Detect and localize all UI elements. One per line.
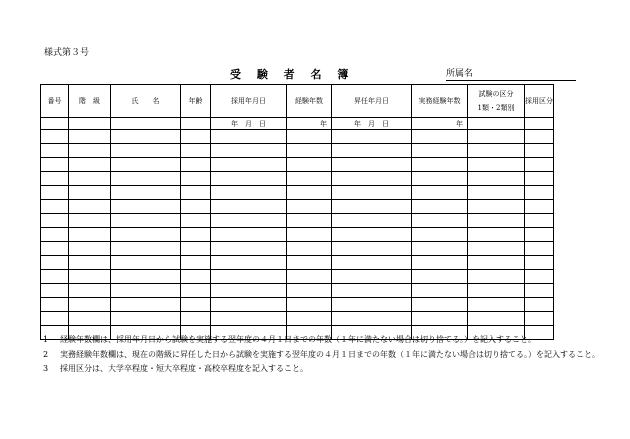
- table-cell[interactable]: [412, 172, 468, 186]
- table-cell[interactable]: [181, 158, 211, 172]
- table-cell[interactable]: [211, 312, 287, 326]
- table-cell[interactable]: [287, 256, 332, 270]
- table-cell[interactable]: [111, 158, 181, 172]
- table-cell[interactable]: [468, 158, 525, 172]
- table-cell[interactable]: [525, 172, 554, 186]
- table-cell[interactable]: [412, 144, 468, 158]
- note-text: 経験年数欄は、採用年月日から試験を実施する翌年度の４月１日までの年数（１年に満たない場合は切り捨てる。）を記入すること。: [60, 335, 536, 344]
- table-cell[interactable]: [211, 228, 287, 242]
- table-cell[interactable]: [412, 256, 468, 270]
- table-cell[interactable]: [525, 228, 554, 242]
- table-cell[interactable]: [181, 270, 211, 284]
- table-cell[interactable]: [181, 214, 211, 228]
- table-cell[interactable]: [468, 228, 525, 242]
- note-text: 実務経験年数欄は、現在の階級に昇任した日から試験を実施する翌年度の４月１日までの年数（１年に満たない場合は切り捨てる。）を記入すること。: [60, 349, 600, 359]
- table-cell[interactable]: [468, 312, 525, 326]
- table-row: [41, 172, 554, 186]
- table-cell[interactable]: [41, 214, 69, 228]
- table-cell[interactable]: [525, 158, 554, 172]
- table-cell[interactable]: [41, 118, 69, 130]
- table-cell[interactable]: [525, 270, 554, 284]
- table-row: [41, 158, 554, 172]
- unit-experience[interactable]: 年: [287, 118, 332, 130]
- table-cell[interactable]: [181, 172, 211, 186]
- table-cell[interactable]: [111, 186, 181, 200]
- table-cell[interactable]: [69, 144, 111, 158]
- table-cell[interactable]: [332, 200, 412, 214]
- table-cell[interactable]: [412, 200, 468, 214]
- table-cell[interactable]: [332, 130, 412, 144]
- table-cell[interactable]: [69, 298, 111, 312]
- table-cell[interactable]: [41, 186, 69, 200]
- table-cell[interactable]: [287, 158, 332, 172]
- table-row: [41, 186, 554, 200]
- table-cell[interactable]: [41, 144, 69, 158]
- note-item: [40, 333, 600, 348]
- table-cell[interactable]: [69, 200, 111, 214]
- table-cell[interactable]: [287, 312, 332, 326]
- table-cell[interactable]: [468, 172, 525, 186]
- table-cell[interactable]: [41, 158, 69, 172]
- table-cell[interactable]: [412, 270, 468, 284]
- header-experience-years: 経験年数: [287, 85, 332, 118]
- header-exam-category-label: 試験の区分: [478, 90, 514, 98]
- table-cell[interactable]: [111, 144, 181, 158]
- note-number: 3: [43, 364, 49, 373]
- table-cell[interactable]: [41, 298, 69, 312]
- table-cell[interactable]: [211, 298, 287, 312]
- examinee-table: [40, 84, 554, 340]
- table-cell[interactable]: [181, 312, 211, 326]
- table-cell[interactable]: [332, 312, 412, 326]
- table-cell[interactable]: [111, 298, 181, 312]
- table-cell[interactable]: [111, 256, 181, 270]
- table-cell[interactable]: [181, 256, 211, 270]
- table-cell[interactable]: [69, 312, 111, 326]
- table-cell[interactable]: [525, 200, 554, 214]
- header-number: 番号: [41, 85, 69, 118]
- table-cell[interactable]: [211, 284, 287, 298]
- table-cell[interactable]: [181, 298, 211, 312]
- table-cell[interactable]: [525, 256, 554, 270]
- header-hire-category: 採用区分: [525, 85, 554, 118]
- table-cell[interactable]: [181, 130, 211, 144]
- table-cell[interactable]: [211, 144, 287, 158]
- table-cell[interactable]: [412, 228, 468, 242]
- table-cell[interactable]: [69, 228, 111, 242]
- table-cell[interactable]: [332, 172, 412, 186]
- table-cell[interactable]: [181, 284, 211, 298]
- table-cell[interactable]: [468, 298, 525, 312]
- table-cell[interactable]: [525, 118, 554, 130]
- table-row: [41, 144, 554, 158]
- table-cell[interactable]: [287, 200, 332, 214]
- table-cell[interactable]: [332, 284, 412, 298]
- table-cell[interactable]: [181, 186, 211, 200]
- note-text: 採用区分は、大学卒程度・短大卒程度・高校卒程度を記入すること。: [60, 364, 308, 373]
- table-cell[interactable]: [412, 284, 468, 298]
- table-cell[interactable]: [287, 242, 332, 256]
- header-hire-date: 採用年月日: [211, 85, 287, 118]
- table-cell[interactable]: [412, 242, 468, 256]
- table-cell[interactable]: [41, 130, 69, 144]
- table-cell[interactable]: [287, 228, 332, 242]
- table-cell[interactable]: [412, 158, 468, 172]
- table-cell[interactable]: [468, 118, 525, 130]
- table-cell[interactable]: [69, 242, 111, 256]
- table-cell[interactable]: [525, 242, 554, 256]
- table-cell[interactable]: [41, 172, 69, 186]
- table-cell[interactable]: [287, 186, 332, 200]
- affiliation-field[interactable]: 所属名: [446, 66, 576, 81]
- table-cell[interactable]: [69, 130, 111, 144]
- table-cell[interactable]: [468, 256, 525, 270]
- table-cell[interactable]: [69, 256, 111, 270]
- table-cell[interactable]: [468, 200, 525, 214]
- table-cell[interactable]: [181, 228, 211, 242]
- header-rank: 階 級: [69, 85, 111, 118]
- table-cell[interactable]: [468, 214, 525, 228]
- table-header-row: [41, 85, 554, 118]
- note-number: 2: [43, 349, 49, 359]
- table-cell[interactable]: [525, 298, 554, 312]
- units-row: [41, 118, 554, 130]
- table-cell[interactable]: [111, 228, 181, 242]
- table-cell[interactable]: [332, 242, 412, 256]
- note-number: 1: [43, 335, 49, 344]
- table-cell[interactable]: [111, 270, 181, 284]
- table-cell[interactable]: [111, 118, 181, 130]
- table-cell[interactable]: [412, 298, 468, 312]
- table-row: [41, 312, 554, 326]
- table-cell[interactable]: [525, 214, 554, 228]
- table-cell[interactable]: [69, 158, 111, 172]
- table-cell[interactable]: [41, 200, 69, 214]
- table-cell[interactable]: [332, 270, 412, 284]
- table-cell[interactable]: [181, 118, 211, 130]
- table-cell[interactable]: [211, 200, 287, 214]
- table-cell[interactable]: [41, 228, 69, 242]
- table-cell[interactable]: [211, 158, 287, 172]
- table-cell[interactable]: [287, 172, 332, 186]
- table-cell[interactable]: [211, 214, 287, 228]
- header-exam-category-sub: 1類・2類別: [477, 104, 515, 112]
- note-item: [40, 348, 600, 363]
- table-row: [41, 270, 554, 284]
- table-cell[interactable]: [412, 312, 468, 326]
- header-exam-category: [468, 85, 525, 118]
- table-cell[interactable]: [287, 284, 332, 298]
- table-cell[interactable]: [287, 144, 332, 158]
- table-cell[interactable]: [468, 242, 525, 256]
- table-cell[interactable]: [468, 130, 525, 144]
- table-cell[interactable]: [41, 242, 69, 256]
- table-cell[interactable]: [412, 214, 468, 228]
- table-cell[interactable]: [287, 130, 332, 144]
- form-number: 様式第３号: [44, 48, 90, 58]
- table-cell[interactable]: [412, 130, 468, 144]
- table-row: [41, 130, 554, 144]
- table-cell[interactable]: [525, 186, 554, 200]
- table-cell[interactable]: [211, 172, 287, 186]
- header-practical-years: 実務経験年数: [412, 85, 468, 118]
- table-cell[interactable]: [211, 242, 287, 256]
- header-age: 年齢: [181, 85, 211, 118]
- table-cell[interactable]: [181, 242, 211, 256]
- table-cell[interactable]: [287, 270, 332, 284]
- table-cell[interactable]: [111, 214, 181, 228]
- table-cell[interactable]: [211, 256, 287, 270]
- table-cell[interactable]: [181, 144, 211, 158]
- table-cell[interactable]: [525, 144, 554, 158]
- unit-practical[interactable]: 年: [412, 118, 468, 130]
- table-cell[interactable]: [181, 200, 211, 214]
- table-row: [41, 242, 554, 256]
- unit-hire-date[interactable]: 年 月 日: [211, 118, 287, 130]
- table-cell[interactable]: [332, 158, 412, 172]
- table-cell[interactable]: [111, 172, 181, 186]
- table-cell[interactable]: [69, 118, 111, 130]
- table-cell[interactable]: [69, 284, 111, 298]
- table-cell[interactable]: [111, 242, 181, 256]
- table-cell[interactable]: [69, 214, 111, 228]
- table-cell[interactable]: [525, 130, 554, 144]
- table-cell[interactable]: [41, 270, 69, 284]
- unit-promotion-date[interactable]: 年 月 日: [332, 118, 412, 130]
- table-cell[interactable]: [111, 200, 181, 214]
- table-cell[interactable]: [468, 270, 525, 284]
- table-cell[interactable]: [332, 214, 412, 228]
- table-cell[interactable]: [332, 256, 412, 270]
- note-item: [40, 362, 600, 377]
- table-cell[interactable]: [525, 284, 554, 298]
- table-cell[interactable]: [287, 298, 332, 312]
- table-row: [41, 284, 554, 298]
- table-cell[interactable]: [468, 144, 525, 158]
- table-cell[interactable]: [111, 130, 181, 144]
- table-cell[interactable]: [211, 130, 287, 144]
- table-cell[interactable]: [41, 256, 69, 270]
- table-cell[interactable]: [412, 186, 468, 200]
- table-cell[interactable]: [332, 186, 412, 200]
- table-cell[interactable]: [111, 284, 181, 298]
- table-cell[interactable]: [41, 312, 69, 326]
- table-cell[interactable]: [525, 312, 554, 326]
- table-cell[interactable]: [332, 298, 412, 312]
- table-cell[interactable]: [69, 186, 111, 200]
- table-cell[interactable]: [211, 270, 287, 284]
- notes: [40, 333, 600, 377]
- table-row: [41, 228, 554, 242]
- table-cell[interactable]: [111, 312, 181, 326]
- table-cell[interactable]: [468, 186, 525, 200]
- table-cell[interactable]: [332, 144, 412, 158]
- page-title: 受 験 者 名 簿: [230, 68, 355, 81]
- table-row: [41, 256, 554, 270]
- table-row: [41, 200, 554, 214]
- table-cell[interactable]: [287, 214, 332, 228]
- table-cell[interactable]: [41, 284, 69, 298]
- table-cell[interactable]: [468, 284, 525, 298]
- table-cell[interactable]: [69, 270, 111, 284]
- header-promotion-date: 昇任年月日: [332, 85, 412, 118]
- table-cell[interactable]: [211, 186, 287, 200]
- table-cell[interactable]: [69, 172, 111, 186]
- table-cell[interactable]: [332, 228, 412, 242]
- header-name: 氏 名: [111, 85, 181, 118]
- table-row: [41, 214, 554, 228]
- table-row: [41, 298, 554, 312]
